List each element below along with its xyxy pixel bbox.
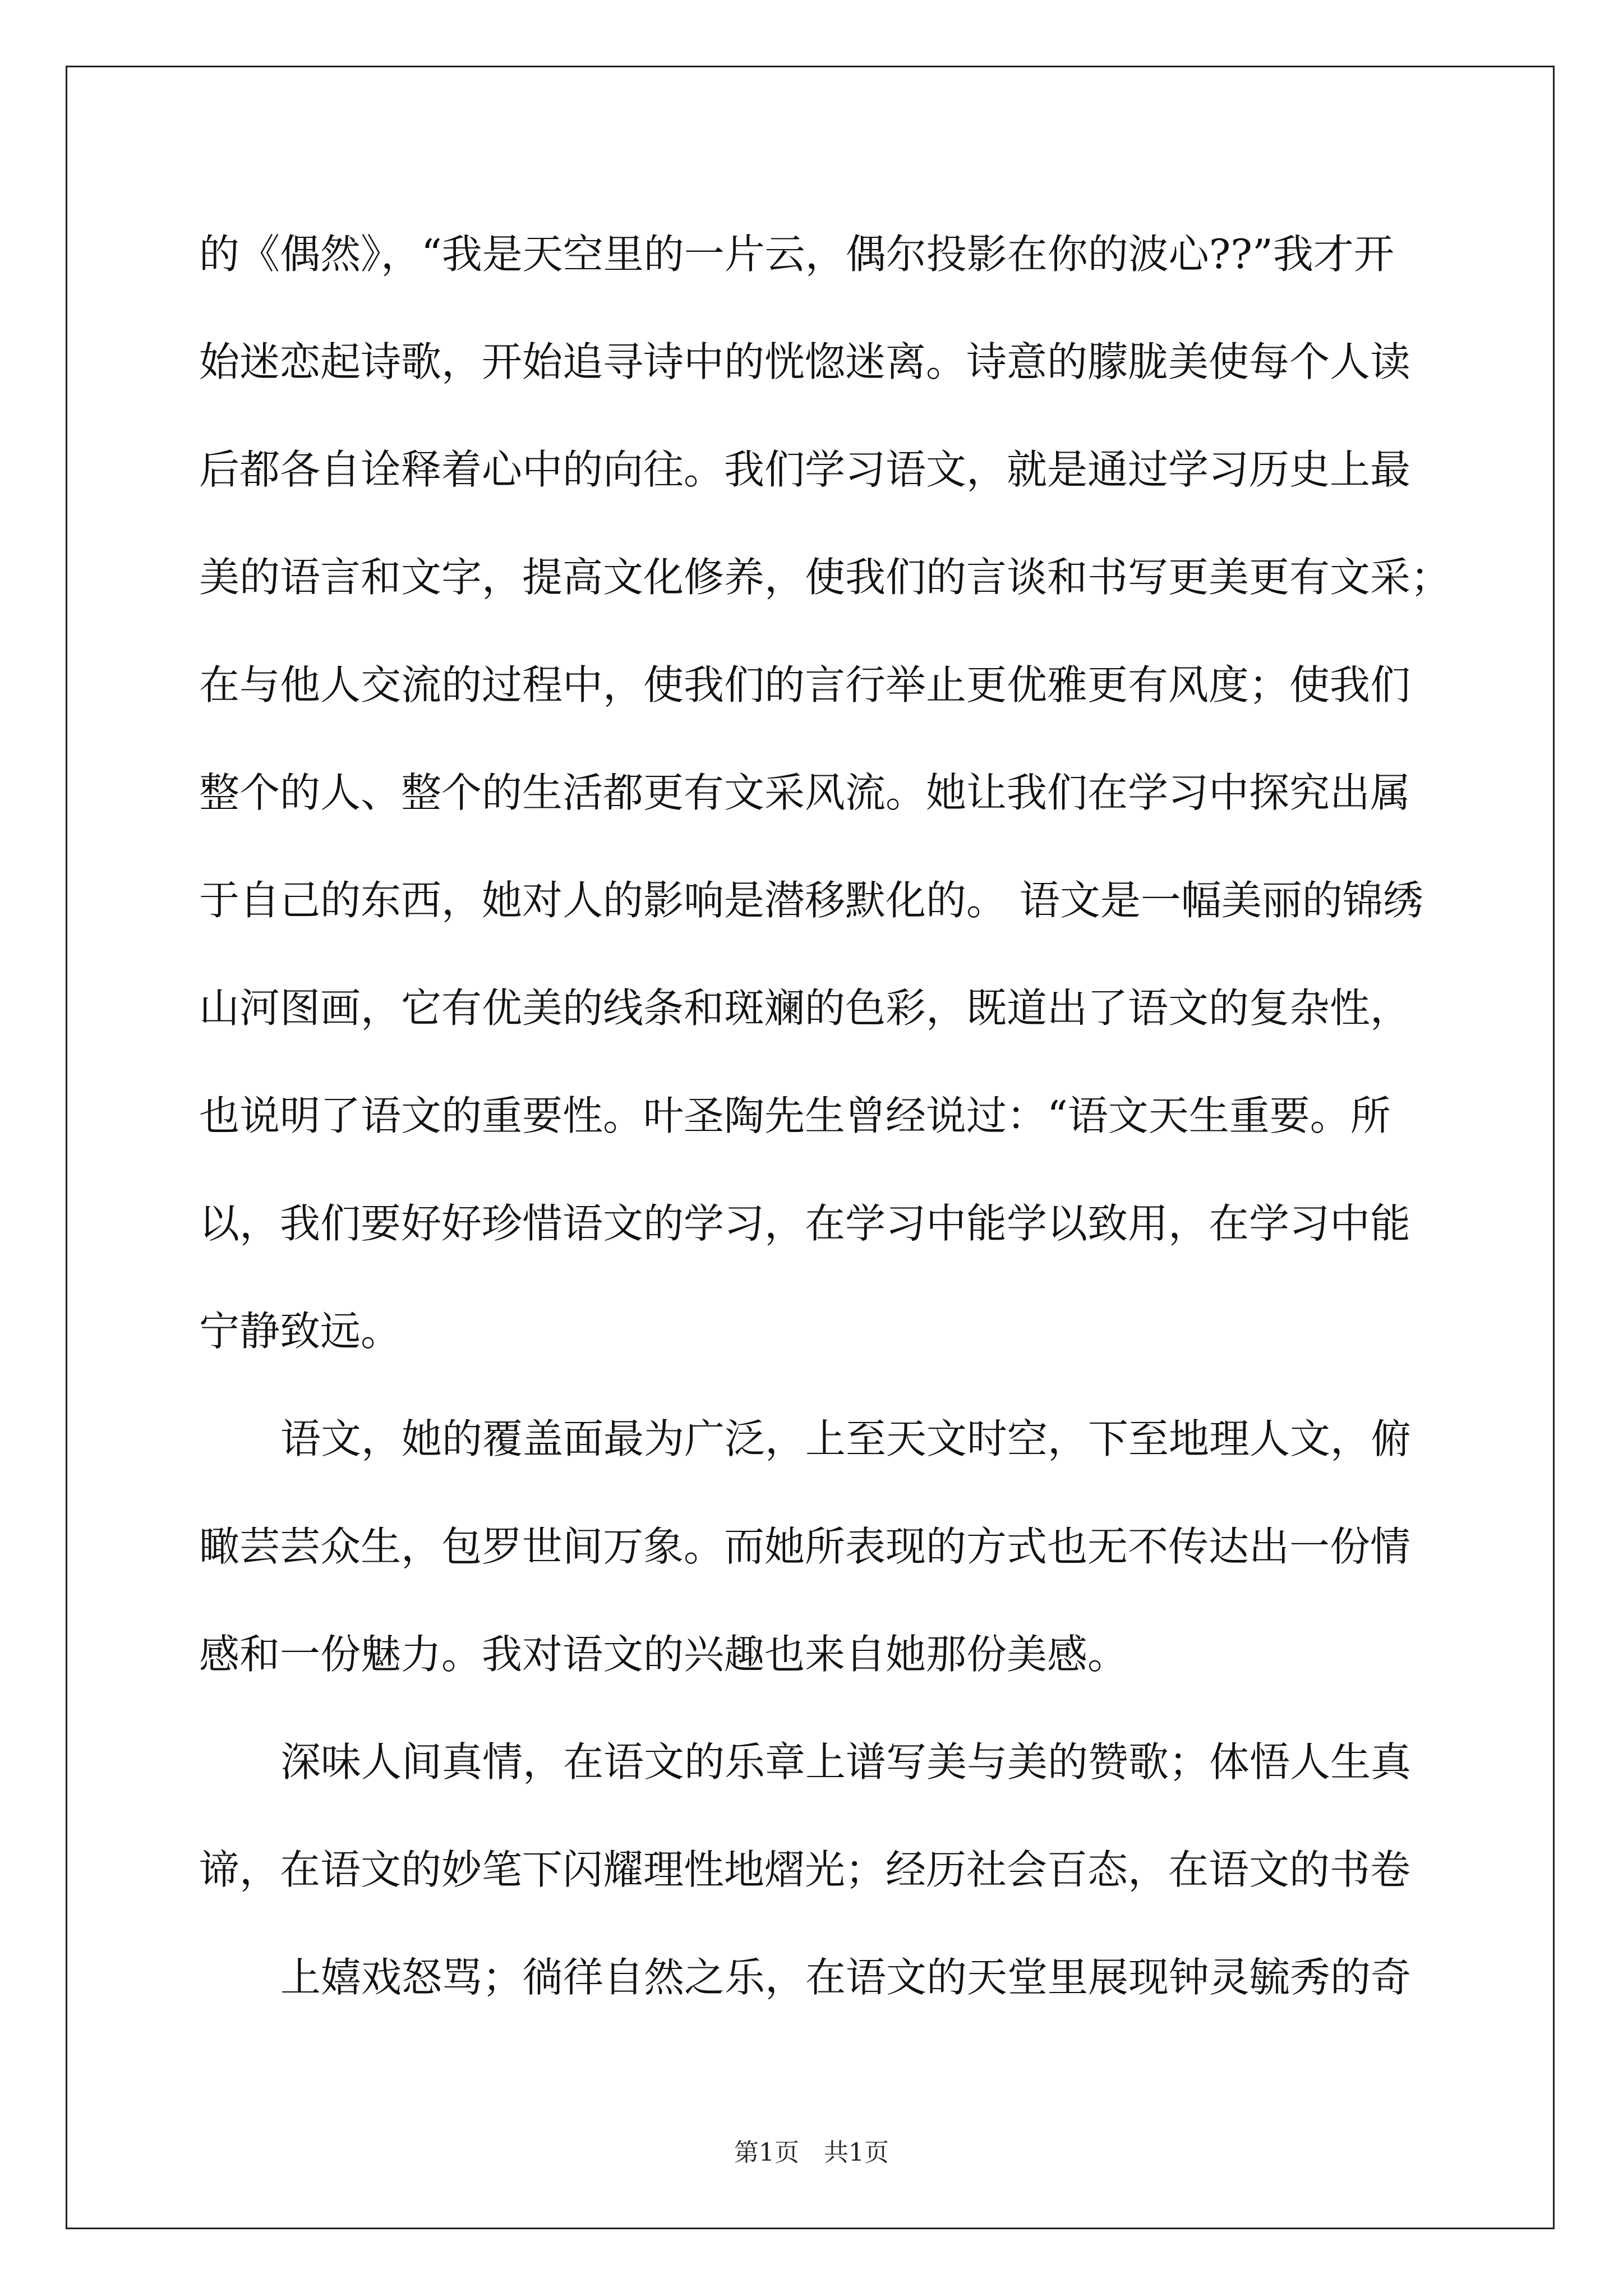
- body-text-line: 宁静致远。: [199, 1308, 402, 1355]
- body-text-line: 上嬉戏怒骂；徜徉自然之乐，在语文的天堂里展现钟灵毓秀的奇: [280, 1954, 1412, 2001]
- body-text-line: 在与他人交流的过程中，使我们的言行举止更优雅更有风度；使我们: [199, 661, 1411, 708]
- page-footer: 第1页 共1页: [734, 2138, 889, 2167]
- body-text-line: 也说明了语文的重要性。叶圣陶先生曾经说过：“语文天生重要。所: [199, 1092, 1391, 1139]
- body-text-line: 后都各自诠释着心中的向往。我们学习语文，就是通过学习历史上最: [199, 446, 1411, 493]
- body-text-line: 感和一份魅力。我对语文的兴趣也来自她那份美感。: [199, 1631, 1128, 1678]
- body-text-line: 美的语言和文字，提高文化修养，使我们的言谈和书写更美更有文采；: [199, 554, 1451, 601]
- body-text-line: 深味人间真情，在语文的乐章上谱写美与美的赞歌；体悟人生真: [280, 1738, 1412, 1786]
- body-text-line: 瞰芸芸众生，包罗世间万象。而她所表现的方式也无不传达出一份情: [199, 1523, 1411, 1570]
- body-text-line: 的《偶然》，“我是天空里的一片云，偶尔投影在你的波心??”我才开: [199, 231, 1394, 278]
- body-text-line: 整个的人、整个的生活都更有文采风流。她让我们在学习中探究出属: [199, 769, 1411, 816]
- body-text-line: 始迷恋起诗歌，开始追寻诗中的恍惚迷离。诗意的朦胧美使每个人读: [199, 338, 1411, 385]
- body-text-line: 以，我们要好好珍惜语文的学习，在学习中能学以致用，在学习中能: [199, 1200, 1411, 1247]
- page-border: [66, 66, 1555, 2229]
- body-text-line: 谛，在语文的妙笔下闪耀理性地熠光；经历社会百态，在语文的书卷: [199, 1846, 1411, 1893]
- body-text-line: 语文，她的覆盖面最为广泛，上至天文时空，下至地理人文，俯: [280, 1415, 1412, 1462]
- body-text-line: 于自己的东西，她对人的影响是潜移默化的。 语文是一幅美丽的锦绣: [199, 877, 1423, 924]
- body-text-line: 山河图画，它有优美的线条和斑斓的色彩，既道出了语文的复杂性，: [199, 984, 1411, 1032]
